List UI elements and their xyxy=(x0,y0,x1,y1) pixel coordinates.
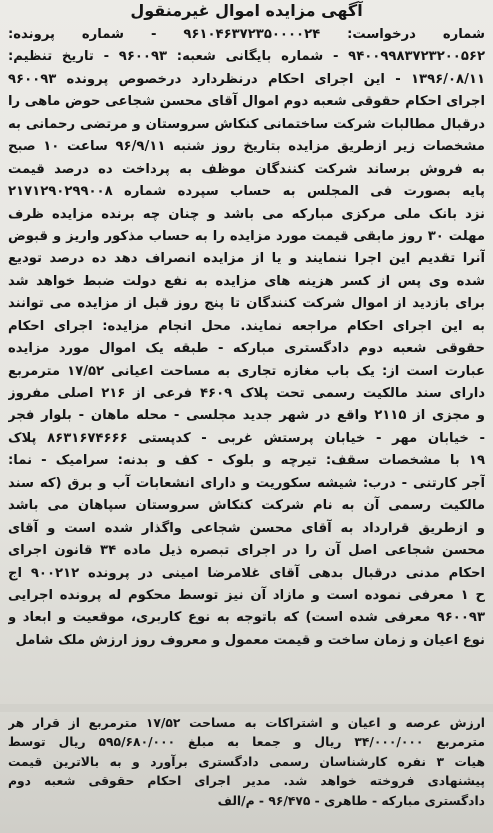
notice-line: ۹۶۰۰۹۳ معرفی شده است) که باتوجه به نوع کاربری، موقعیت و ابعاد و xyxy=(8,610,485,626)
notice-line: نوع اعیان و زمان ساخت و قیمت معمول و معروف روز ارزش ملک شامل xyxy=(15,632,485,648)
notice-line: آجر کارتنی - درب: شیشه سکوریت و دارای انشعابات آب و برق (که سند xyxy=(8,475,485,491)
notice-line: نزد بانک ملی مرکزی مبارکه می باشد و چنان چه برنده مزایده ظرف xyxy=(8,206,485,222)
notice-line: ح ۱ معرفی نموده است و مازاد آن نیز توسط محکوم له پرونده اجرایی xyxy=(8,587,485,603)
notice-line: به این اجرای احکام مراجعه نمایند. محل انجام مزایده: اجرای احکام xyxy=(8,318,485,334)
notice-line: ۹۴۰۰۹۹۸۳۷۲۳۲۰۰۵۶۲ - شماره بایگانی شعبه: ۹۶۰۰۹۳ - تاریخ تنظیم: xyxy=(8,49,485,65)
notice-line: آنرا تقدیم این اجرا ننمایند و یا از مزایده انصراف دهد ده درصد تودیع xyxy=(8,251,485,267)
notice-line: برای بازدید از اموال شرکت کنندگان تا پنج روز قبل از مزایده می توانند xyxy=(8,296,485,312)
notice-line: محسن شجاعی اصل آن را در اجرای تبصره ذیل ماده ۳۴ قانون اجرای xyxy=(8,543,485,559)
notice-line: عبارت است از: یک باب مغازه تجاری به مساحت اعیانی ۱۷/۵۲ مترمربع xyxy=(8,363,485,379)
notice-line: و ازطریق قرارداد به آقای محسن شجاعی واگذار شده است و آقای xyxy=(8,520,485,536)
notice-body xyxy=(8,24,485,652)
notice-line: به فروش برساند شرکت کنندگان موظف به پرداخت ده درصد قیمت xyxy=(8,161,485,177)
notice-line: پیشنهادی فروخته خواهد شد. مدیر اجرای احکام حقوقی شعبه دوم xyxy=(8,774,485,789)
notice-line: ۱۹ با مشخصات سقف: تیرچه و بلوک - کف و بدنه: سرامیک - نما: xyxy=(8,453,485,469)
notice-line: احکام مدنی درقبال بدهی آقای غلامرضا امینی در پرونده ۹۰۰۲۱۲ اج xyxy=(8,565,485,581)
notice-line: مالکیت رسمی آن به نام شرکت کنکاش سروستان سپاهان می باشد xyxy=(8,498,485,514)
notice-line: - خیابان مهر - خیابان پرستش غربی - کدپستی ۸۶۳۱۶۷۴۶۶۶ پلاک xyxy=(8,430,485,446)
notice-line: هیات ۳ نفره کارشناسان رسمی دادگستری برآورد و به بالاترین قیمت xyxy=(8,754,485,769)
notice-line: ۱۳۹۶/۰۸/۱۱ - این اجرای احکام درنظردارد درخصوص پرونده ۹۶۰۰۹۳ xyxy=(8,71,485,87)
notice-line: و مجزی از ۲۱۱۵ واقع در شهر جدید مجلسی - محله ماهان - بلوار فجر xyxy=(8,408,485,424)
notice-footer xyxy=(8,714,485,811)
notice-line: دادگستری مبارکه - طاهری - ۹۶/۴۷۵ - م/الف xyxy=(217,793,485,808)
notice-line: مترمربع ۳۴/۰۰۰/۰۰۰ ریال و جمعا به مبلغ ۵۹۵/۶۸۰/۰۰۰ ریال توسط xyxy=(8,735,485,750)
notice-line: اجرای احکام حقوقی شعبه دوم اموال آقای محسن شجاعی حوض ماهی را xyxy=(8,94,485,110)
notice-line: پایه بصورت فی المجلس به حساب سپرده شماره ۲۱۷۱۲۹۰۲۹۹۰۰۸ xyxy=(8,184,485,200)
notice-line: دارای سند مالکیت رسمی تحت پلاک ۴۶۰۹ فرعی از ۲۱۶ اصلی مفروز xyxy=(8,386,485,401)
notice-title: آگهی مزایده اموال غیرمنقول xyxy=(130,1,363,20)
section-divider xyxy=(0,704,493,712)
notice-line: شده وی پس از کسر هزینه های مزایده به نفع دولت ضبط خواهد شد xyxy=(8,273,485,289)
notice-line: شماره درخواست: ۹۶۱۰۴۶۳۷۲۳۵۰۰۰۰۲۴ - شماره پرونده: xyxy=(8,27,485,42)
notice-line: مهلت ۳۰ روز مابقی قیمت مورد مزایده را به حساب مذکور واریز و قبوض xyxy=(8,228,485,244)
notice-line: درقبال مطالبات شرکت ساختمانی کنکاش سروستان و مرتضی رحمانی به xyxy=(8,116,485,132)
notice-line: مشخصات زیر ازطریق مزایده بتاریخ روز شنبه ۹۶/۹/۱۱ ساعت ۱۰ صبح xyxy=(8,139,485,155)
notice-line: حقوقی شعبه دوم دادگستری مبارکه - طبقه یک اموال مورد مزایده xyxy=(8,341,485,357)
notice-line: ارزش عرصه و اعیان و اشتراکات به مساحت ۱۷/۵۲ مترمربع از قرار هر xyxy=(8,716,485,730)
